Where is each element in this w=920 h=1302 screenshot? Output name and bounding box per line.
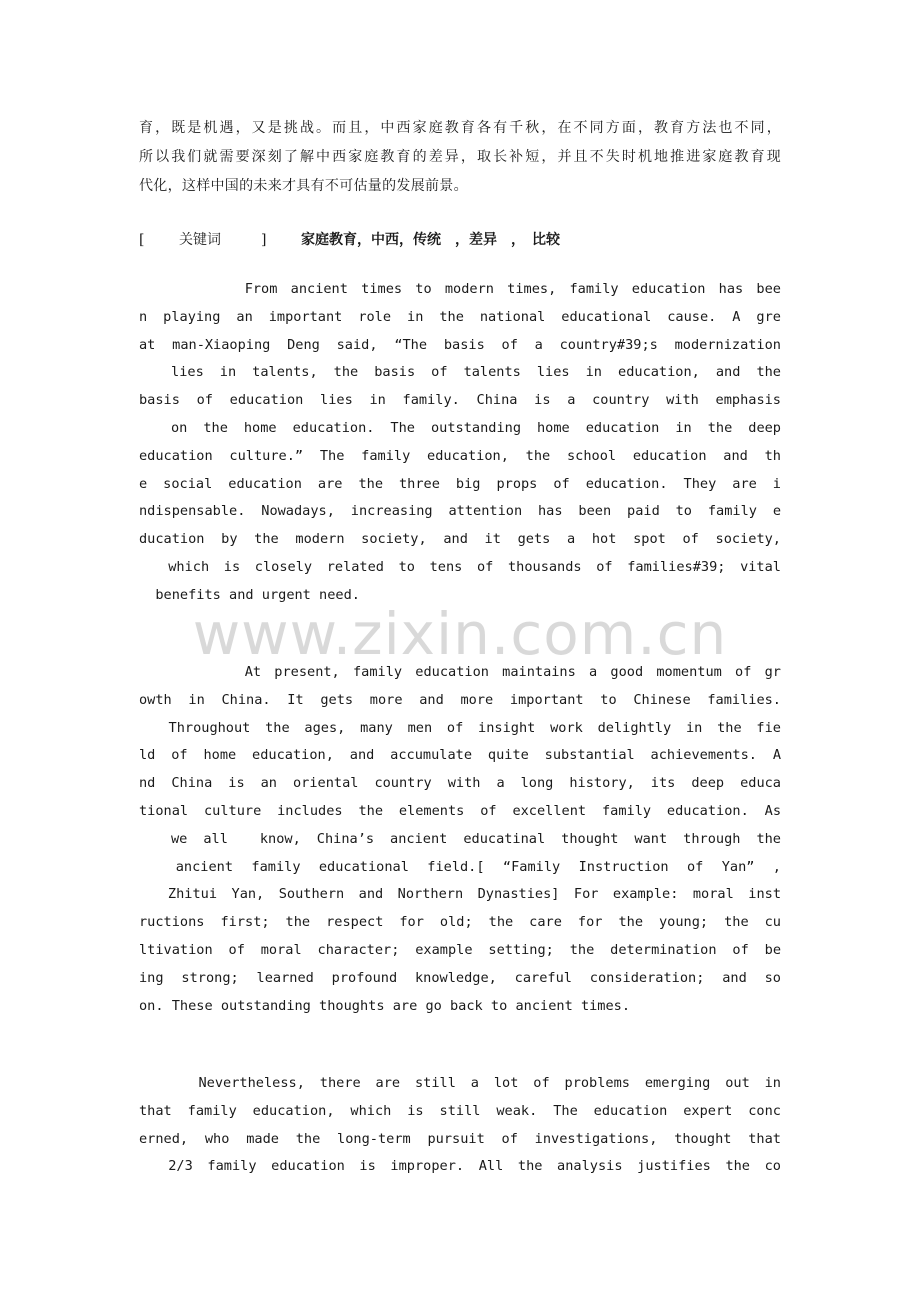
text-line: on. These outstanding thoughts are go back to ancient times.	[139, 997, 631, 1014]
text-line: n playing an important role in the national educational cause. A gre	[139, 308, 781, 325]
text-line: ancient family educational field.[ “Family Instruction of Yan” ,	[139, 858, 781, 875]
text-line: From ancient times to modern times, family education has bee	[139, 281, 781, 297]
text-line: we all know, China’s ancient educatinal thought want through the	[139, 830, 781, 847]
text-line: ltivation of moral character; example setting; the determination of be	[139, 941, 781, 958]
english-paragraph-3	[139, 1070, 781, 1181]
text-line: 育，既是机遇，又是挑战。而且，中西家庭教育各有千秋，在不同方面，教育方法也不同，	[139, 120, 781, 136]
text-line: 代化，这样中国的未来才具有不可估量的发展前景。	[139, 178, 468, 194]
text-line: basis of education lies in family. China is a country with emphasis	[139, 392, 781, 409]
keywords-terms: 家庭教育，中西，传统 ，差异 ， 比较	[301, 232, 560, 248]
text-line: ructions first; the respect for old; the care for the young; the cu	[139, 914, 781, 931]
text-line: Zhitui Yan, Southern and Northern Dynasties] For example: moral inst	[139, 886, 781, 903]
watermark: www.zixin.com.cn	[192, 600, 728, 668]
text-line: 所以我们就需要深刻了解中西家庭教育的差异，取长补短，并且不失时机地推进家庭教育现	[139, 149, 781, 165]
text-line: ndispensable. Nowadays, increasing attention has been paid to family e	[139, 503, 781, 520]
text-line: e social education are the three big props of education. They are i	[139, 475, 781, 492]
text-line: erned, who made the long-term pursuit of investigations, thought that	[139, 1130, 781, 1147]
text-line: benefits and urgent need.	[139, 586, 360, 603]
text-line: Throughout the ages, many men of insight work delightly in the fie	[139, 719, 781, 736]
text-line: ing strong; learned profound knowledge, careful consideration; and so	[139, 969, 781, 986]
text-line: tional culture includes the elements of excellent family education. As	[139, 802, 781, 819]
text-line: Nevertheless, there are still a lot of problems emerging out in	[139, 1075, 781, 1091]
text-line: that family education, which is still weak. The education expert conc	[139, 1102, 781, 1119]
text-line: nd China is an oriental country with a long history, its deep educa	[139, 775, 781, 792]
text-line: which is closely related to tens of thousands of families#39; vital	[139, 558, 781, 575]
chinese-paragraph	[139, 114, 781, 201]
keywords-bracket-open: [	[139, 232, 145, 248]
keywords-label: 关键词	[179, 232, 221, 248]
text-line: owth in China. It gets more and more important to Chinese families.	[139, 691, 781, 708]
keywords-line	[139, 226, 781, 254]
text-line: ducation by the modern society, and it gets a hot spot of society,	[139, 531, 781, 548]
text-line: lies in talents, the basis of talents lies in education, and the	[139, 364, 781, 381]
english-paragraph-1	[139, 276, 781, 610]
text-line: At present, family education maintains a good momentum of gr	[139, 664, 781, 680]
english-paragraph-2	[139, 659, 781, 1020]
text-line: education culture.” The family education, the school education and th	[139, 447, 781, 464]
text-line: at man-Xiaoping Deng said, “The basis of a country#39;s modernization	[139, 336, 781, 353]
keywords-bracket-close: ]	[261, 232, 267, 248]
text-line: 2/3 family education is improper. All the analysis justifies the co	[139, 1158, 781, 1175]
text-line: on the home education. The outstanding home education in the deep	[139, 419, 781, 436]
text-line: ld of home education, and accumulate quite substantial achievements. A	[139, 747, 781, 764]
